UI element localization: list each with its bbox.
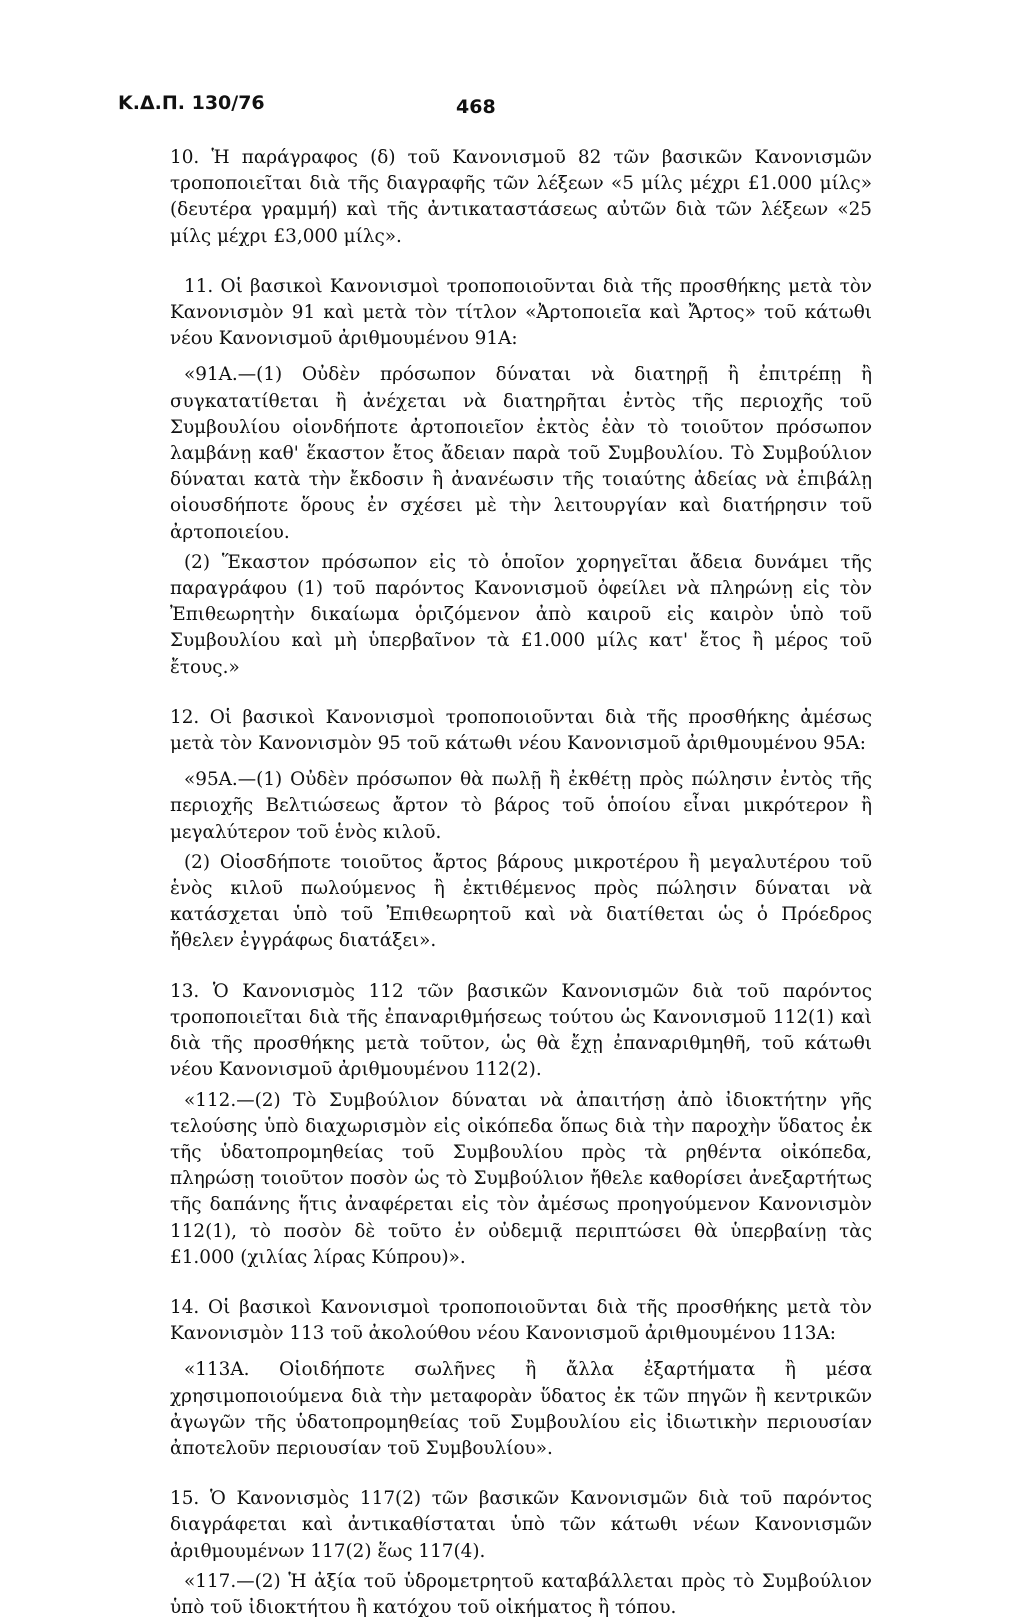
paragraph-12: 12. Οἱ βασικοὶ Κανονισμοὶ τροποποιοῦνται διὰ τῆς προσθήκης ἀμέσως μετὰ τὸν Κανονισμὸν 95 τοῦ κάτωθι νέου Κανονισμοῦ ἀριθμουμένου 95Α:	[170, 706, 872, 755]
regulation-113a: «113Α. Οἱοιδήποτε σωλῆνες ἢ ἄλλα ἐξαρτήματα ἢ μέσα χρησιμοποιούμενα διὰ τὴν μεταφορὰν ὕδατος ἐκ τῶν πηγῶν ἢ κεντρικῶν ἀγωγῶν τῆς ὑδατοπρομηθείας τοῦ Συμβουλίου εἰς ἰδιωτικὴν περιουσίαν ἀποτελοῦν περιουσίαν τοῦ Συμβουλίου».	[170, 1359, 872, 1459]
regulation-95a-1: «95Α.—(1) Οὐδὲν πρόσωπον θὰ πωλῇ ἢ ἐκθέτῃ πρὸς πώλησιν ἐντὸς τῆς περιοχῆς Βελτιώσεως ἄρτον τὸ βάρος τοῦ ὁποίου εἶναι μικρότερον ἢ μεγαλύτερον τοῦ ἑνὸς κιλοῦ.	[170, 769, 872, 843]
page-header	[118, 92, 496, 122]
regulation-reference: Κ.Δ.Π. 130/76	[118, 92, 265, 114]
regulation-117-2: «117.—(2) Ἡ ἀξία τοῦ ὑδρομετρητοῦ καταβάλλεται πρὸς τὸ Συμβούλιον ὑπὸ τοῦ ἰδιοκτήτου ἢ κατόχου τοῦ οἰκήματος ἢ τόπου.	[170, 1570, 872, 1618]
paragraph-15: 15. Ὁ Κανονισμὸς 117(2) τῶν βασικῶν Κανονισμῶν διὰ τοῦ παρόντος διαγράφεται καὶ ἀντικαθίσταται ὑπὸ τῶν κάτωθι νέων Κανονισμῶν ἀριθμουμένων 117(2) ἕως 117(4).	[170, 1488, 872, 1562]
paragraph-14: 14. Οἱ βασικοὶ Κανονισμοὶ τροποποιοῦνται διὰ τῆς προσθήκης μετὰ τὸν Κανονισμὸν 113 τοῦ ἀκολούθου νέου Κανονισμοῦ ἀριθμουμένου 113Α:	[170, 1296, 872, 1345]
regulation-91a-1: «91Α.—(1) Οὐδὲν πρόσωπον δύναται νὰ διατηρῇ ἢ ἐπιτρέπῃ ἢ συγκατατίθεται ἢ ἀνέχεται νὰ διατηρῆται ἐντὸς τῆς περιοχῆς τοῦ Συμβουλίου οἱονδήποτε ἀρτοποιεῖον ἐκτὸς ἐὰν τὸ τοιοῦτον πρόσωπον λαμβάνῃ καθ' ἕκαστον ἔτος ἄδειαν παρὰ τοῦ Συμβουλίου. Τὸ Συμβούλιον δύναται κατὰ τὴν ἔκδοσιν ἢ ἀνανέωσιν τῆς τοιαύτης ἀδείας νὰ ἐπιβάλῃ οἱουσδήποτε ὅρους ἐν σχέσει μὲ τὴν λειτουργίαν καὶ διατήρησιν τοῦ ἀρτοποιείου.	[170, 364, 872, 543]
regulation-112-2: «112.—(2) Τὸ Συμβούλιον δύναται νὰ ἀπαιτήσῃ ἀπὸ ἰδιοκτήτην γῆς τελούσης ὑπὸ διαχωρισμὸν εἰς οἰκόπεδα ὅπως διὰ τὴν παροχὴν ὕδατος ἐκ τῆς ὑδατοπρομηθείας τοῦ Συμβουλίου πρὸς τὰ ρηθέντα οἰκόπεδα, πληρώσῃ τοιοῦτον ποσὸν ὡς τὸ Συμβούλιον ἤθελε καθορίσει ἀνεξαρτήτως τῆς δαπάνης ἥτις ἀναφέρεται εἰς τὸν ἀμέσως προηγούμενον Κανονισμὸν 112(1), τὸ ποσὸν δὲ τοῦτο ἐν οὐδεμιᾷ περιπτώσει θὰ ὑπερβαίνῃ τὰς £1.000 (χιλίας λίρας Κύπρου)».	[170, 1089, 872, 1268]
regulation-91a-2: (2) Ἕκαστον πρόσωπον εἰς τὸ ὁποῖον χορηγεῖται ἄδεια δυνάμει τῆς παραγράφου (1) τοῦ παρόντος Κανονισμοῦ ὀφείλει νὰ πληρώνῃ εἰς τὸν Ἐπιθεωρητὴν δικαίωμα ὁριζόμενον ἀπὸ καιροῦ εἰς καιρὸν ὑπὸ τοῦ Συμβουλίου καὶ μὴ ὑπερβαῖνον τὰ £1.000 μίλς κατ' ἔτος ἢ μέρος τοῦ ἔτους.»	[170, 551, 872, 678]
paragraph-13: 13. Ὁ Κανονισμὸς 112 τῶν βασικῶν Κανονισμῶν διὰ τοῦ παρόντος τροποποιεῖται διὰ τῆς ἐπαναριθμήσεως τούτου ὡς Κανονισμοῦ 112(1) καὶ διὰ τῆς προσθήκης μετὰ τοῦτον, ὡς θὰ ἔχῃ ἐπαναριθμηθῆ, τοῦ κάτωθι νέου Κανονισμοῦ ἀριθμουμένου 112(2).	[170, 980, 872, 1081]
paragraph-11: 11. Οἱ βασικοὶ Κανονισμοὶ τροποποιοῦνται διὰ τῆς προσθήκης μετὰ τὸν Κανονισμὸν 91 καὶ μετὰ τὸν τίτλον «Ἀρτοποιεῖα καὶ Ἄρτος» τοῦ κάτωθι νέου Κανονισμοῦ ἀριθμουμένου 91Α:	[170, 275, 872, 350]
regulation-95a-2: (2) Οἱοσδήποτε τοιοῦτος ἄρτος βάρους μικροτέρου ἢ μεγαλυτέρου τοῦ ἑνὸς κιλοῦ πωλούμενος ἢ ἐκτιθέμενος πρὸς πώλησιν δύναται νὰ κατάσχεται ὑπὸ τοῦ Ἐπιθεωρητοῦ καὶ νὰ διατίθεται ὡς ὁ Πρόεδρος ἤθελεν ἐγγράφως διατάξει».	[170, 851, 872, 952]
document-body	[170, 145, 872, 1621]
page-number: 468	[456, 96, 496, 118]
paragraph-10: 10. Ἡ παράγραφος (δ) τοῦ Κανονισμοῦ 82 τῶν βασικῶν Κανονισμῶν τροποποιεῖται διὰ τῆς διαγραφῆς τῶν λέξεων «5 μίλς μέχρι £1.000 μίλς» (δευτέρα γραμμή) καὶ τῆς ἀντικαταστάσεως αὐτῶν διὰ τῶν λέξεων «25 μίλς μέχρι £3,000 μίλς».	[170, 147, 872, 247]
